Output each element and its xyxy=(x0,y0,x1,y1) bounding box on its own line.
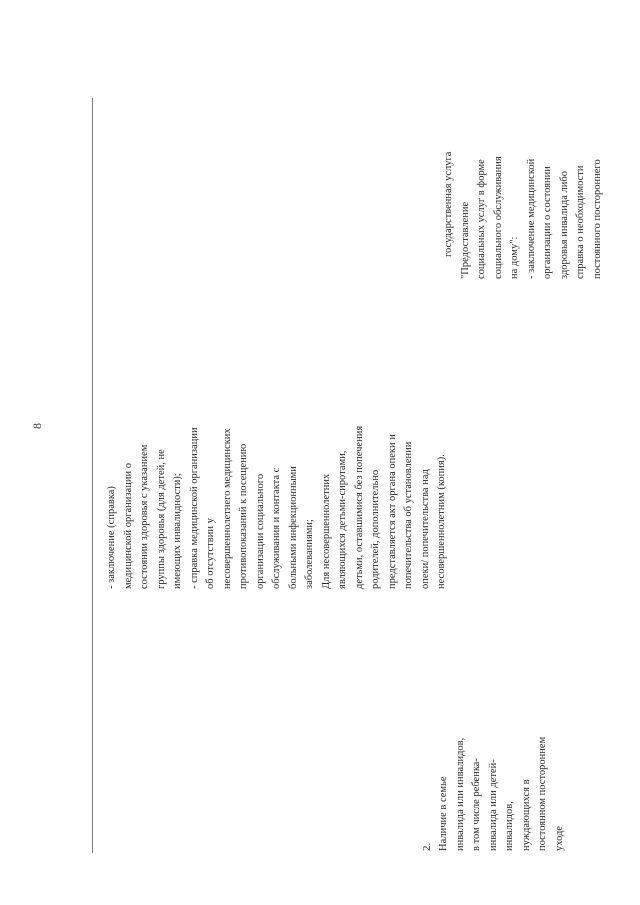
row-title: Наличие в семье инвалида или инвалидов, в том числе ребенка- инвалида или детей- инвалидов, нуждающихся в постоянном постороннем уходе xyxy=(438,736,565,851)
documents-paragraph-medical-conclusion: - заключение (справка) медицинской организации о состоянии здоровья с указанием группы здоровья (для детей, не имеющих инвалидности); xyxy=(106,444,183,589)
table-top-rule xyxy=(92,98,93,853)
service-heading: государственная услуга xyxy=(443,151,454,257)
documents-paragraph-orphans: Для несовершеннолетних являющихся детьми-сиротами, детьми, оставшимися без попечения родителей, дополнительно представляется акт органа опеки и попечительства об установлении опеки/ попечительства над несовершеннолетним (копия). xyxy=(320,425,447,589)
documents-paragraph-medical-certificate: - справка медицинской организации об отсутствии у несовершеннолетнего медицинских противопоказаний к посещению организации социального обслуживания и контакта с больными инфекционными заболеваниями; xyxy=(188,427,315,589)
page-number: 8 xyxy=(30,423,44,429)
service-documents: - заключение медицинской организации о состоянии здоровья инвалида либо справка о необходимости постоянного постороннего xyxy=(525,158,603,279)
row-number: 2. xyxy=(421,842,433,851)
required-documents-cell xyxy=(104,149,451,589)
service-name: "Предоставление социальных услуг в форме социального обслуживания на дому": xyxy=(459,156,520,279)
service-cell xyxy=(441,0,606,279)
